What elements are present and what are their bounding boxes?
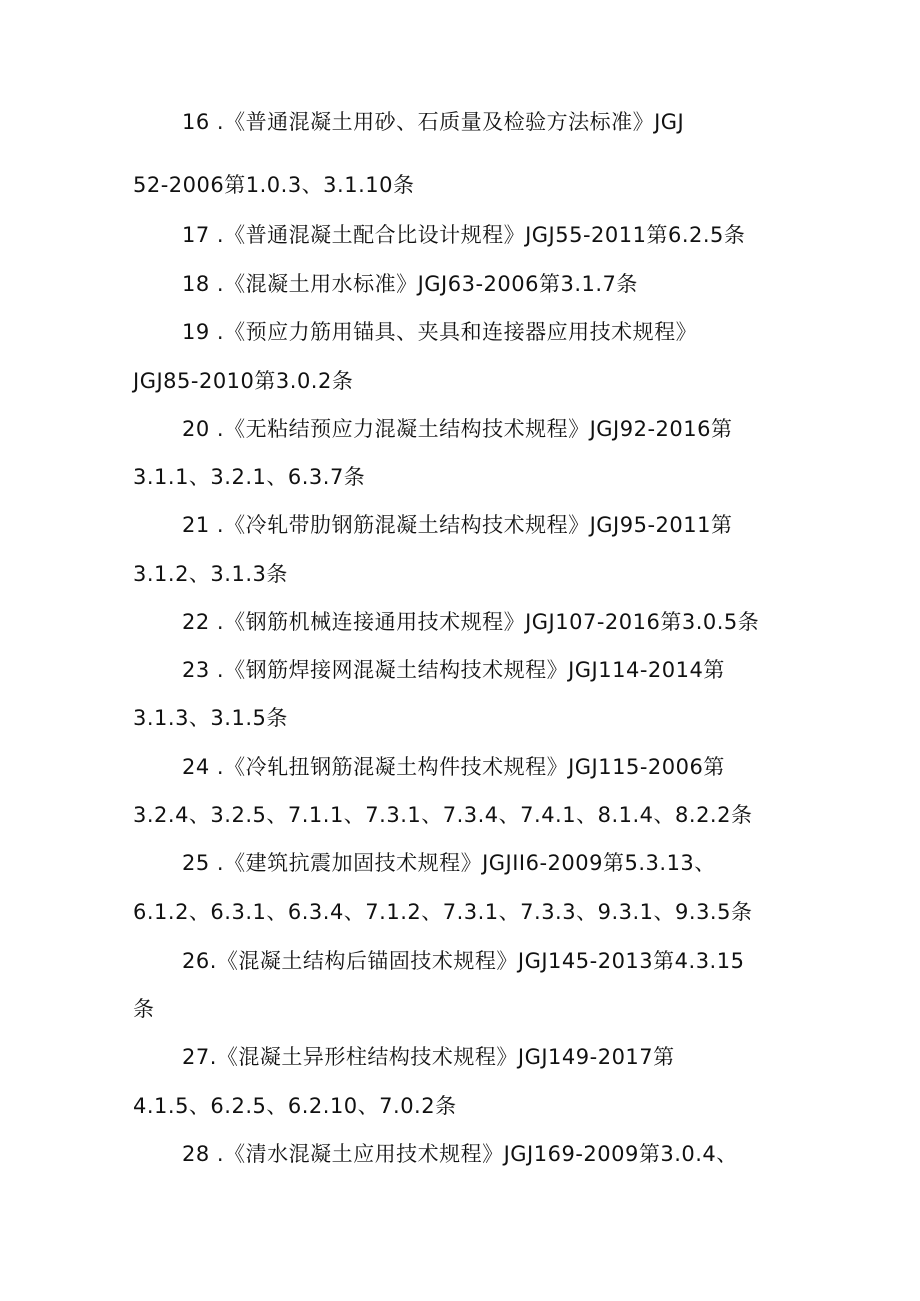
entry-16-line-1: 16 .《普通混凝土用砂、石质量及检验方法标准》JGJ [182,110,685,134]
entry-21-line-1: 21 .《冷轧带肋钢筋混凝土结构技术规程》JGJ95-2011第 [182,513,733,537]
entry-26-line-1: 26.《混凝土结构后锚固技术规程》JGJ145-2013第4.3.15 [182,949,745,973]
entry-18-line-1: 18 .《混凝土用水标准》JGJ63-2006第3.1.7条 [182,272,638,296]
entry-25-line-2: 6.1.2、6.3.1、6.3.4、7.1.2、7.3.1、7.3.3、9.3.1、9.3.5条 [133,900,753,924]
entry-20-line-2: 3.1.1、3.2.1、6.3.7条 [133,465,366,489]
entry-25-line-1: 25 .《建筑抗震加固技术规程》JGJII6-2009第5.3.13、 [182,851,716,875]
entry-26-line-2: 条 [133,997,155,1021]
entry-28-line-1: 28 .《清水混凝土应用技术规程》JGJ169-2009第3.0.4、 [182,1142,738,1166]
entry-19-line-2: JGJ85-2010第3.0.2条 [133,369,354,393]
entry-19-line-1: 19 .《预应力筋用锚具、夹具和连接器应用技术规程》 [182,320,698,344]
entry-27-line-2: 4.1.5、6.2.5、6.2.10、7.0.2条 [133,1094,457,1118]
entry-24-line-1: 24 .《冷轧扭钢筋混凝土构件技术规程》JGJ115-2006第 [182,755,725,779]
entry-20-line-1: 20 .《无粘结预应力混凝土结构技术规程》JGJ92-2016第 [182,417,733,441]
entry-24-line-2: 3.2.4、3.2.5、7.1.1、7.3.1、7.3.4、7.4.1、8.1.4、8.2.2条 [133,803,753,827]
entry-23-line-2: 3.1.3、3.1.5条 [133,706,288,730]
entry-17-line-1: 17 .《普通混凝土配合比设计规程》JGJ55-2011第6.2.5条 [182,223,746,247]
entry-22-line-1: 22 .《钢筋机械连接通用技术规程》JGJ107-2016第3.0.5条 [182,610,760,634]
entry-16-line-2: 52-2006第1.0.3、3.1.10条 [133,173,415,197]
entry-21-line-2: 3.1.2、3.1.3条 [133,562,288,586]
entry-23-line-1: 23 .《钢筋焊接网混凝土结构技术规程》JGJ114-2014第 [182,658,725,682]
entry-27-line-1: 27.《混凝土异形柱结构技术规程》JGJ149-2017第 [182,1045,675,1069]
